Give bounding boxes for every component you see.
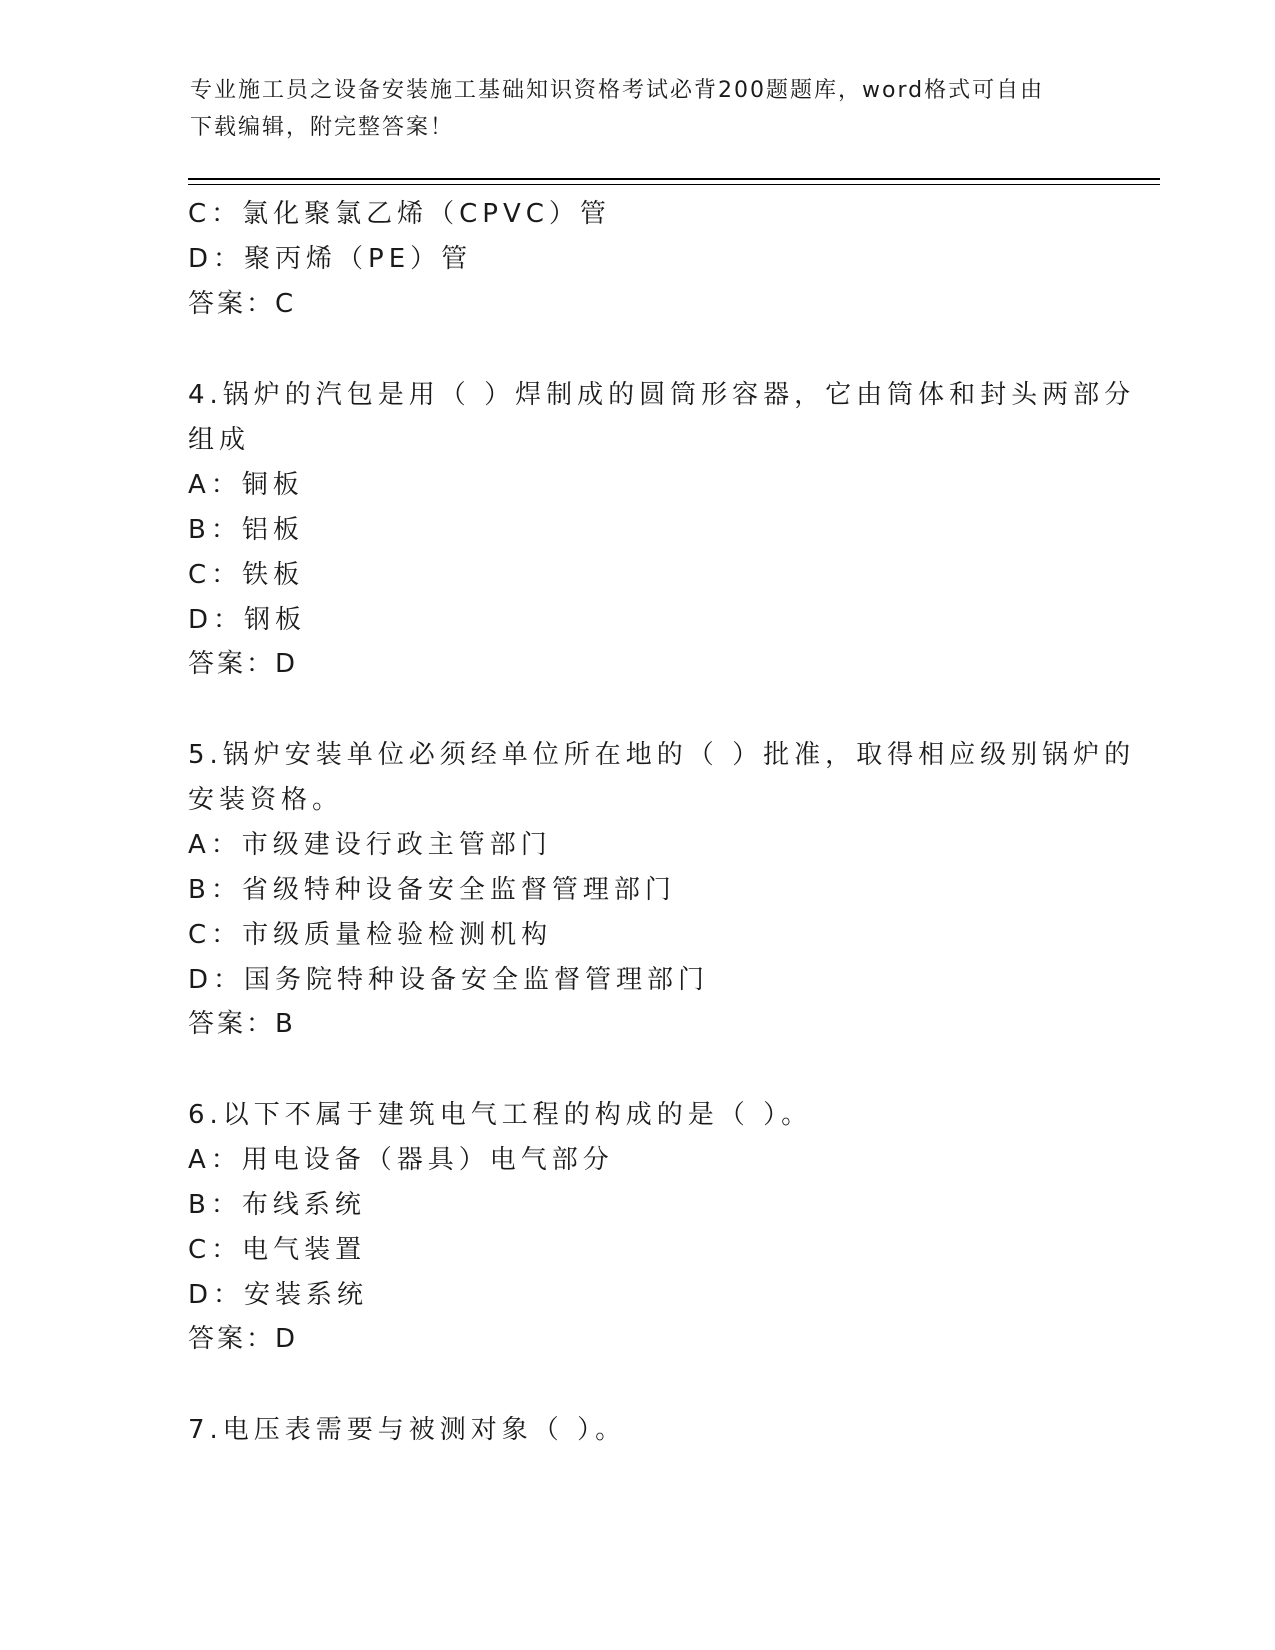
q5-option-a: A：市级建设行政主管部门 xyxy=(188,830,552,860)
q3-answer: 答案：C xyxy=(188,289,297,319)
q6-stem-line-1: 6.以下不属于建筑电气工程的构成的是（ ）。 xyxy=(188,1100,813,1130)
q5-stem-line-2: 安装资格。 xyxy=(188,785,344,815)
q5-stem-line-1: 5.锅炉安装单位必须经单位所在地的（ ）批准，取得相应级别锅炉的 xyxy=(188,740,1136,770)
q4-option-a: A：铜板 xyxy=(188,470,304,500)
header-line-1: 专业施工员之设备安装施工基础知识资格考试必背200题题库，word格式可自由 xyxy=(190,78,1045,103)
q5-answer: 答案：B xyxy=(188,1009,296,1039)
q5-option-c: C：市级质量检验检测机构 xyxy=(188,920,553,950)
q4-stem-line-2: 组成 xyxy=(188,425,251,455)
header-line-2: 下载编辑，附完整答案！ xyxy=(190,115,455,140)
q5-option-b: B：省级特种设备安全监督管理部门 xyxy=(188,875,676,905)
header-rule-thick xyxy=(188,178,1160,180)
q6-option-c: C：电气装置 xyxy=(188,1235,367,1265)
q4-stem-line-1: 4.锅炉的汽包是用（ ）焊制成的圆筒形容器，它由筒体和封头两部分 xyxy=(188,380,1136,410)
q4-option-b: B：铝板 xyxy=(188,515,304,545)
q4-option-d: D：钢板 xyxy=(188,605,307,635)
q6-option-b: B：布线系统 xyxy=(188,1190,366,1220)
q3-option-d: D：聚丙烯（PE）管 xyxy=(188,244,473,274)
q5-option-d: D：国务院特种设备安全监督管理部门 xyxy=(188,965,710,995)
q7-stem-line-1: 7.电压表需要与被测对象（ ）。 xyxy=(188,1415,627,1445)
q4-option-c: C：铁板 xyxy=(188,560,305,590)
q3-option-c: C：氯化聚氯乙烯（CPVC）管 xyxy=(188,199,611,229)
q6-option-d: D：安装系统 xyxy=(188,1280,369,1310)
q6-answer: 答案：D xyxy=(188,1324,299,1354)
q4-answer: 答案：D xyxy=(188,649,299,679)
header-rule-thin xyxy=(188,184,1160,185)
q6-option-a: A：用电设备（器具）电气部分 xyxy=(188,1145,614,1175)
document-header xyxy=(190,72,1090,146)
